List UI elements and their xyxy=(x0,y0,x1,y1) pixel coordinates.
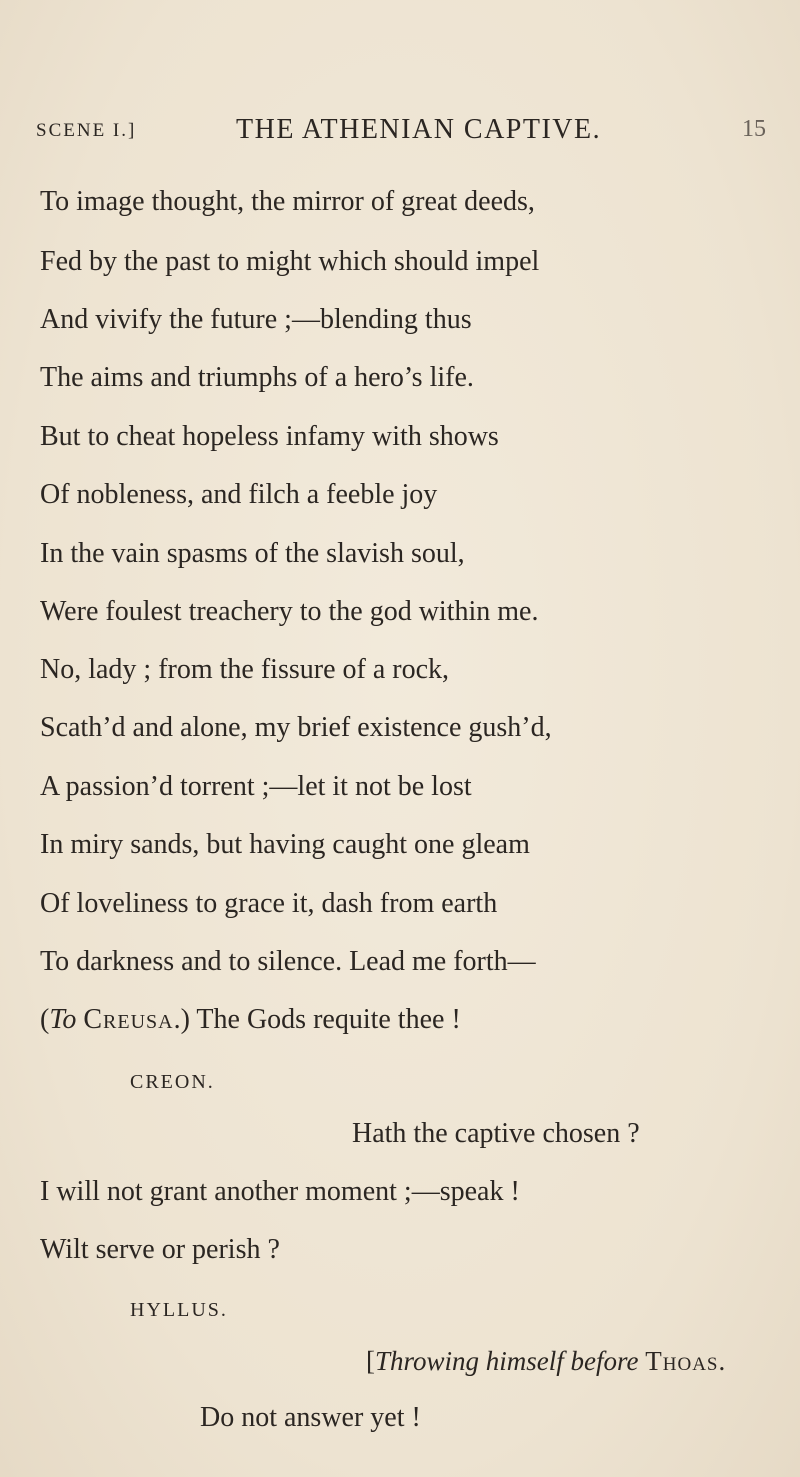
verse-line: Fed by the past to might which should impel xyxy=(40,246,540,277)
verse-line: A passion’d torrent ;—let it not be lost xyxy=(40,771,472,802)
verse-line: The aims and triumphs of a hero’s life. xyxy=(40,362,474,393)
verse-line-with-direction xyxy=(40,1006,461,1034)
verse-line: In miry sands, but having caught one gleam xyxy=(40,829,530,860)
verse-line: Hath the captive chosen ? xyxy=(352,1118,640,1149)
speaker-hyllus: HYLLUS. xyxy=(130,1299,228,1321)
verse-text: The Gods requite thee ! xyxy=(189,1004,461,1035)
scene-label: SCENE I.] xyxy=(36,120,137,141)
verse-line: I will not grant another moment ;—speak ! xyxy=(40,1176,520,1207)
character-name-creusa: Creusa xyxy=(83,1004,174,1035)
stage-direction-text: Throwing himself before xyxy=(375,1346,639,1376)
verse-line: Do not answer yet ! xyxy=(200,1402,421,1433)
verse-line: Were foulest treachery to the god within me. xyxy=(40,596,539,627)
speaker-creon: CREON. xyxy=(130,1071,215,1093)
verse-line: Scath’d and alone, my brief existence gush’d, xyxy=(40,712,552,743)
stage-direction-to: To xyxy=(49,1004,77,1035)
book-title: THE ATHENIAN CAPTIVE. xyxy=(236,114,602,145)
running-header xyxy=(36,114,766,154)
direction-open-paren: ( xyxy=(40,1004,50,1035)
direction-close-paren: .) xyxy=(173,1004,190,1035)
verse-line: Wilt serve or perish ? xyxy=(40,1234,280,1265)
direction-open-bracket: [ xyxy=(366,1346,375,1376)
character-name-thoas: Thoas. xyxy=(645,1346,727,1376)
verse-line: In the vain spasms of the slavish soul, xyxy=(40,538,465,569)
verse-line: Of nobleness, and filch a feeble joy xyxy=(40,479,438,510)
verse-line: And vivify the future ;—blending thus xyxy=(40,304,472,335)
verse-line: To darkness and to silence. Lead me forth— xyxy=(40,946,536,977)
page-number: 15 xyxy=(742,116,766,142)
verse-line: Of loveliness to grace it, dash from earth xyxy=(40,888,498,919)
verse-line: No, lady ; from the fissure of a rock, xyxy=(40,654,449,685)
verse-line: But to cheat hopeless infamy with shows xyxy=(40,421,499,452)
verse-line: To image thought, the mirror of great deeds, xyxy=(40,186,535,217)
stage-direction xyxy=(366,1348,726,1375)
